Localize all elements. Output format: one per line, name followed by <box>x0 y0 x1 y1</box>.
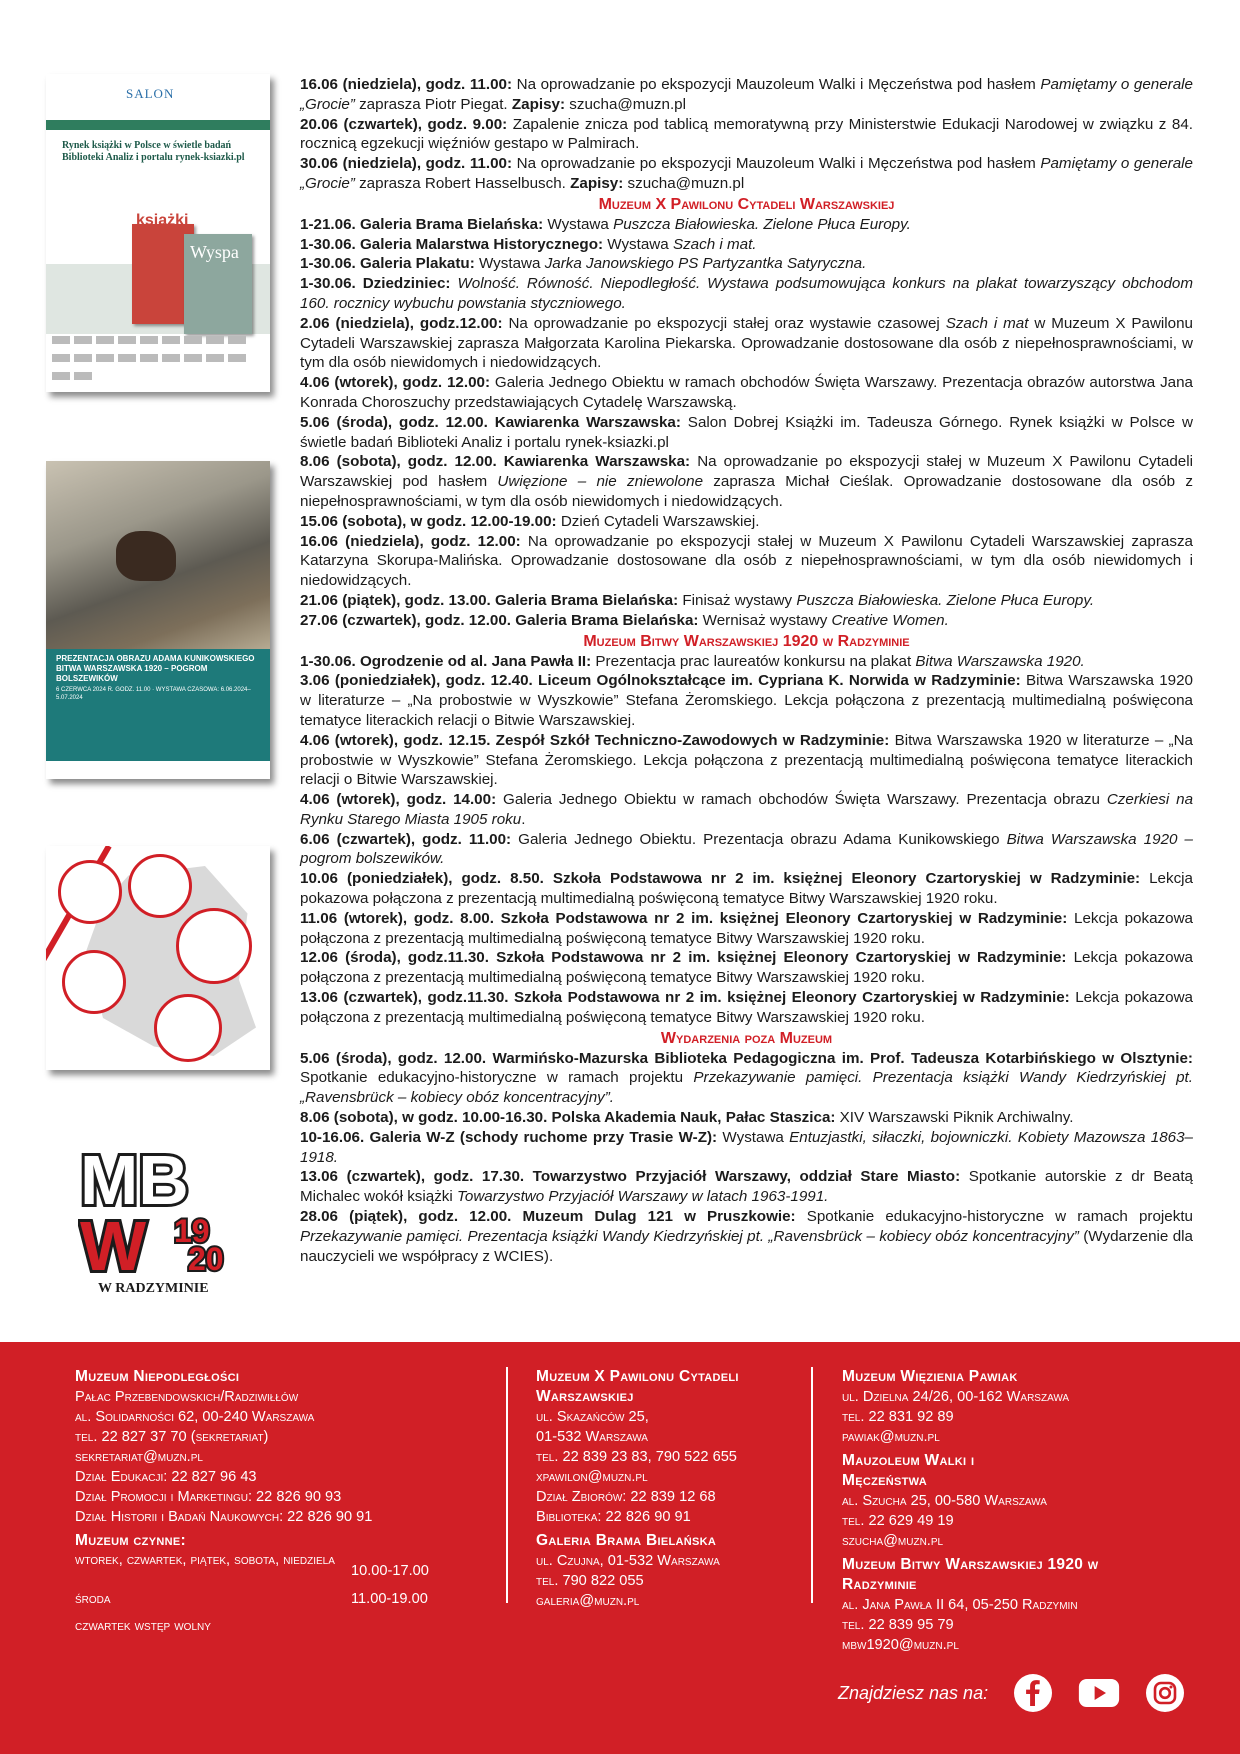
events-group-outside <box>300 1049 1193 1267</box>
event-text: Na oprowadzanie po ekspozycji Mauzoleum Walki i Męczeństwa pod hasłem <box>512 76 1041 93</box>
event-text: Na oprowadzanie po ekspozycji Mauzoleum Walki i Męczeństwa pod hasłem <box>512 155 1041 173</box>
footer-line: Dział Historii i Badań Naukowych: 22 826 90 91 <box>75 1509 373 1525</box>
event-text: Spotkanie edukacyjno-historyczne w ramach projektu <box>795 1208 1193 1226</box>
event-label: 4.06 (wtorek), godz. 12.15. Zespół Szkół Techniczno-Zawodowych w Radzyminie: <box>300 731 890 749</box>
salon-logo: SALON <box>126 86 175 101</box>
event-title: Bitwa Warszawska 1920 – pogrom bolszewików. <box>300 830 1193 868</box>
svg-text:W: W <box>80 1207 147 1285</box>
event-label: 30.06 (niedziela), godz. 11.00: <box>300 155 513 173</box>
poster-heading: PREZENTACJA OBRAZU ADAMA KUNIKOWSKIEGO BITWA WARSZAWSKA 1920 – POGROM BOLSZEWIKÓW <box>56 654 255 683</box>
events-group-top <box>300 75 1193 194</box>
section-heading-mbw: Muzeum Bitwy Warszawskiej 1920 w Radzyminie <box>583 632 910 650</box>
footer <box>0 1342 1240 1754</box>
event-label: 4.06 (wtorek), godz. 14.00: <box>300 791 497 809</box>
event-text: Spotkanie autorskie z dr Beatą Michalec wokół książki <box>300 1168 1193 1206</box>
footer-line: tel. 22 827 37 70 (sekretariat) <box>75 1429 269 1445</box>
event-title: Szach i mat <box>945 314 1029 332</box>
event-text: szucha@muzn.pl <box>565 95 686 113</box>
event-entry <box>300 1108 1193 1128</box>
poster-title: Rynek książki w Polsce w świetle badań Biblioteki Analiz i portalu rynek-ksiazki.pl <box>62 140 245 163</box>
event-label: 20.06 (czwartek), godz. 9.00: <box>300 115 508 133</box>
footer-line: al. Jana Pawła II 64, 05-250 Radzymin <box>842 1597 1078 1613</box>
event-label: 15.06 (sobota), w godz. 12.00-19.00: <box>300 512 557 530</box>
event-title: Czerkiesi na Rynku Starego Miasta 1905 roku <box>300 791 1194 828</box>
footer-column-pawiak <box>842 1367 1202 1655</box>
event-entry <box>300 373 1193 413</box>
event-text: Bitwa Warszawska 1920 w literaturze – „Na probostwie w Wyszkowie” Stefana Żeromskiego. Lekcja połączona z prezentacją multimedialną poświęcona tematyce literackich relacji o Bitwie Warszawskiej. <box>300 672 1193 729</box>
poster-details: 6 CZERWCA 2024 R. GODZ. 11.00 · WYSTAWA CZASOWA: 6.06.2024–5.07.2024 <box>56 687 251 701</box>
event-text: Spotkanie edukacyjno-historyczne w ramach projektu <box>300 1069 694 1087</box>
event-label: 8.06 (sobota), w godz. 10.00-16.30. Polska Akademia Nauk, Pałac Staszica: <box>300 1109 836 1127</box>
event-label: 3.06 (poniedziałek), godz. 12.40. Liceum Ogólnokształcące im. Cypriana K. Norwida w Radzyminie: <box>300 672 1021 690</box>
footer-title: Muzeum Niepodległości <box>75 1368 240 1385</box>
footer-line: ul. Dzielna 24/26, 00-162 Warszawa <box>842 1389 1070 1405</box>
poster-sponsor-bar <box>46 761 270 779</box>
event-entry <box>300 532 1193 591</box>
event-text: Wystawa <box>717 1128 790 1146</box>
event-entry <box>300 512 1193 532</box>
events-list <box>300 75 1193 1266</box>
free-entry-note: czwartek wstęp wolny <box>75 1618 211 1634</box>
event-title: Jarka Janowskiego PS Partyzantka Satyryczna. <box>544 255 867 273</box>
social-links <box>838 1672 1186 1714</box>
event-entry <box>300 948 1193 988</box>
footer-email[interactable]: pawiak@muzn.pl <box>842 1429 940 1445</box>
hours-title: Muzeum czynne: <box>75 1532 186 1549</box>
event-title: Przekazywanie pamięci. Prezentacja książki Wandy Kiedrzyńskiej pt. „Ravensbrück – kobiecy obóz koncentracyjny”. <box>300 1069 1193 1107</box>
event-text: Na oprowadzanie po ekspozycji stałej w Muzeum X Pawilonu Cytadeli Warszawskiej pod hasłem <box>300 453 1193 491</box>
event-entry <box>300 1049 1193 1108</box>
event-label: 11.06 (wtorek), godz. 8.00. Szkoła Podstawowa nr 2 im. księżnej Eleonory Czartoryskiej w Radzyminie: <box>300 909 1068 927</box>
event-text: Na oprowadzanie po ekspozycji stałej w Muzeum X Pawilonu Cytadeli Warszawskiej zaprasza Katarzyna Skorupa-Malińska. Oprowadzanie dostosowane dla osób z niepełnosprawnościami, w tym dla osób niewidomych i niedowidzących. <box>300 532 1193 590</box>
svg-text:19: 19 <box>174 1213 210 1249</box>
event-label: 1-30.06. Ogrodzenie od al. Jana Pawła II: <box>300 652 592 670</box>
footer-line: tel. 22 629 49 19 <box>842 1513 954 1529</box>
section-heading-outside: Wydarzenia poza Muzeum <box>660 1029 833 1047</box>
event-entry <box>300 274 1193 314</box>
event-text: Galeria Jednego Obiektu w ramach obchodów Święta Warszawy. Prezentacja obrazu <box>496 791 1107 809</box>
book-cover-1: książki <box>132 224 194 324</box>
event-entry <box>300 75 1193 115</box>
event-label: 28.06 (piątek), godz. 12.00. Muzeum Dulag 121 w Pruszkowie: <box>300 1208 796 1226</box>
event-entry <box>300 830 1193 870</box>
horse-figure <box>116 531 176 581</box>
event-entry <box>300 790 1193 830</box>
event-label: 1-30.06. Galeria Malarstwa Historycznego: <box>300 235 604 253</box>
event-text: Wystawa <box>474 255 545 273</box>
book-poster-thumbnail <box>46 74 270 392</box>
event-text: Zapalenie znicza pod tablicą memoratywną przy Ministerstwie Edukacji Narodowej w związku z 84. rocznicą egzekucji więźniów gestapo w Palmirach. <box>300 115 1193 153</box>
footer-email[interactable]: sekretariat@muzn.pl <box>75 1449 203 1465</box>
social-label: Znajdziesz nas na: <box>838 1682 989 1703</box>
event-text: Dzień Cytadeli Warszawskiej. <box>556 512 760 530</box>
event-label: 1-21.06. Galeria Brama Bielańska: <box>300 215 544 233</box>
event-entry <box>300 869 1193 909</box>
footer-email[interactable]: xpawilon@muzn.pl <box>536 1469 648 1485</box>
event-entry <box>300 235 1193 255</box>
event-text: . <box>521 810 526 828</box>
event-title: Puszcza Białowieska. Zielone Płuca Europy. <box>796 591 1095 609</box>
event-entry <box>300 215 1193 235</box>
footer-line: tel. 22 831 92 89 <box>842 1409 954 1425</box>
event-text: zaprasza Piotr Piegat. <box>354 95 512 113</box>
footer-divider <box>811 1367 813 1603</box>
event-text: Wystawa <box>603 235 673 253</box>
svg-text:MB: MB <box>80 1142 189 1219</box>
event-entry <box>300 1207 1193 1266</box>
footer-title: Muzeum Bitwy Warszawskiej 1920 w Radzyminie <box>842 1556 1099 1593</box>
footer-divider <box>506 1367 508 1603</box>
footer-line: Biblioteka: 22 826 90 91 <box>536 1509 691 1525</box>
instagram-icon[interactable] <box>1144 1672 1186 1714</box>
event-text: zaprasza Michał Cieślak. Oprowadzanie dostosowane dla osób z niepełnosprawnościami, w tym dla osób niewidomych i niedowidzących. <box>300 473 1194 510</box>
footer-line: al. Solidarności 62, 00-240 Warszawa <box>75 1409 315 1425</box>
event-text: Lekcja pokazowa połączona z prezentacją multimedialną poświęconą tematyce Bitwy Warszawskiej 1920 roku. <box>300 909 1193 947</box>
event-title: Bitwa Warszawska 1920. <box>915 652 1085 670</box>
footer-email[interactable]: szucha@muzn.pl <box>842 1533 944 1549</box>
event-label: Zapisy: <box>511 95 566 113</box>
footer-line: Pałac Przebendowskich/Radziwiłłów <box>75 1389 299 1405</box>
event-label: 16.06 (niedziela), godz. 12.00: <box>300 532 521 550</box>
footer-line: Dział Edukacji: 22 827 96 43 <box>75 1469 257 1485</box>
event-title: Uwięzione – nie zniewolone <box>497 473 704 491</box>
footer-title: Muzeum Więzienia Pawiak <box>842 1368 1018 1385</box>
event-label: 13.06 (czwartek), godz. 17.30. Towarzystwo Przyjaciół Warszawy, oddział Stare Miasto: <box>300 1168 961 1186</box>
event-text: Galeria Jednego Obiektu. Prezentacja obrazu Adama Kunikowskiego <box>511 830 1007 848</box>
event-label: 6.06 (czwartek), godz. 11.00: <box>300 830 512 848</box>
museum-marker-niepodleglosci <box>176 908 252 984</box>
event-label: 1-30.06. Dziedziniec: <box>300 275 451 293</box>
event-entry <box>300 591 1193 611</box>
youtube-icon[interactable] <box>1078 1672 1120 1714</box>
svg-text:W RADZYMINIE: W RADZYMINIE <box>98 1281 209 1296</box>
footer-title: Galeria Brama Bielańska <box>536 1532 717 1549</box>
event-title: Pamiętamy o generale „Grocie” <box>300 155 1193 192</box>
event-text: Prezentacja prac laureatów konkursu na plakat <box>591 652 916 670</box>
event-text: Wernisaż wystawy <box>698 611 832 629</box>
event-label: 1-30.06. Galeria Plakatu: <box>300 255 475 273</box>
footer-line: al. Szucha 25, 00-580 Warszawa <box>842 1493 1047 1509</box>
event-text: zaprasza Robert Hasselbusch. <box>354 174 571 192</box>
event-label: 10-16.06. Galeria W-Z (schody ruchome przy Trasie W-Z): <box>300 1128 718 1146</box>
museum-marker-mbw <box>128 854 192 918</box>
event-text: XIV Warszawski Piknik Archiwalny. <box>835 1109 1074 1127</box>
event-entry <box>300 652 1193 672</box>
footer-email[interactable]: mbw1920@muzn.pl <box>842 1637 959 1653</box>
event-entry <box>300 1128 1193 1168</box>
event-entry <box>300 611 1193 631</box>
footer-line: 01-532 Warszawa <box>536 1429 648 1445</box>
event-text: szucha@muzn.pl <box>623 174 745 192</box>
event-entry <box>300 314 1193 373</box>
event-entry <box>300 452 1193 511</box>
event-label: 16.06 (niedziela), godz. 11.00: <box>300 76 513 93</box>
event-entry <box>300 909 1193 949</box>
hours-row <box>75 1589 475 1609</box>
mbw-1920-logo <box>78 1142 243 1300</box>
event-title: Szach i mat. <box>672 235 757 253</box>
event-entry <box>300 413 1193 453</box>
footer-line: Dział Zbiorów: 22 839 12 68 <box>536 1489 716 1505</box>
event-text: Bitwa Warszawska 1920 w literaturze – „Na probostwie w Wyszkowie” Stefana Żeromskiego. Lekcja połączona z prezentacją multimedialną poświęcona tematyce literackich relacji o Bitwie Warszawskiej. <box>300 731 1193 789</box>
event-label: 5.06 (środa), godz. 12.00. Warmińsko-Mazurska Biblioteka Pedagogiczna im. Prof. Tadeusza Kotarbińskiego w Olsztynie: <box>300 1049 1193 1067</box>
museum-marker-pawiak <box>62 950 126 1014</box>
event-entry <box>300 731 1193 790</box>
event-text: Na oprowadzanie po ekspozycji stałej oraz wystawie czasowej <box>502 314 946 332</box>
event-title: Wolność. Równość. Niepodległość. Wystawa podsumowująca konkurs na plakat towarzyszący obchodom 160. rocznicy wybuchu powstania styczniowego. <box>300 275 1193 312</box>
poster-band <box>46 120 270 130</box>
event-title: Creative Women. <box>831 611 949 629</box>
footer-line: tel. 790 822 055 <box>536 1573 644 1589</box>
footer-title: Muzeum X Pawilonu Cytadeli Warszawskiej <box>536 1368 739 1405</box>
event-entry <box>300 988 1193 1028</box>
event-title: Puszcza Białowieska. Zielone Płuca Europy. <box>613 215 911 233</box>
events-group-mbw <box>300 652 1193 1028</box>
footer-email[interactable]: galeria@muzn.pl <box>536 1593 640 1609</box>
event-text: Finisaż wystawy <box>678 591 797 609</box>
footer-line: ul. Czujna, 01-532 Warszawa <box>536 1553 720 1569</box>
book-cover-2: Wyspa <box>184 234 252 334</box>
event-text: Lekcja pokazowa połączona z prezentacją multimedialną poświęconą tematyce Bitwy Warszawskiej 1920 roku. <box>300 949 1193 987</box>
section-heading-x-pawilon: Muzeum X Pawilonu Cytadeli Warszawskiej <box>598 195 895 213</box>
event-text: Lekcja pokazowa połączona z prezentacją multimedialną poświęconą tematyce Bitwy Warszawskiej 1920 roku. <box>300 989 1193 1026</box>
footer-line: tel. 22 839 23 83, 790 522 655 <box>536 1449 737 1465</box>
event-label: 13.06 (czwartek), godz.11.30. Szkoła Podstawowa nr 2 im. księżnej Eleonory Czartoryskiej w Radzyminie: <box>300 989 1070 1007</box>
event-text: (Wydarzenie dla nauczycieli we współpracy z WCIES). <box>300 1227 1193 1265</box>
event-title: Towarzystwo Przyjaciół Warszawy w latach 1963-1991. <box>457 1188 829 1206</box>
event-entry <box>300 1167 1193 1207</box>
footer-column-x-pawilon <box>536 1367 806 1611</box>
event-entry <box>300 115 1193 155</box>
footer-line: tel. 22 839 95 79 <box>842 1617 954 1633</box>
event-label: 8.06 (sobota), godz. 12.00. Kawiarenka Warszawska: <box>300 453 691 471</box>
event-label: Zapisy: <box>570 174 624 192</box>
event-text: Galeria Jednego Obiektu w ramach obchodów Święta Warszawy. Prezentacja obrazów autorstwa Jana Konrada Choroszuchy przedstawiających Cytadelę Warszawską. <box>300 374 1194 411</box>
museum-marker-mauzoleum <box>154 994 222 1062</box>
sponsor-logos <box>52 336 264 386</box>
event-text: Salon Dobrej Książki im. Tadeusza Górnego. Rynek książki w Polsce w świetle badań Biblioteki Analiz i portalu rynek-ksiazki.pl <box>300 413 1193 451</box>
hours-time: 11.00-19.00 <box>351 1591 428 1607</box>
event-text: Lekcja pokazowa połączona z prezentacją multimedialną poświęconą tematyce Bitwy Warszawskiej 1920 roku. <box>300 870 1193 908</box>
event-label: 10.06 (poniedziałek), godz. 8.50. Szkoła Podstawowa nr 2 im. księżnej Eleonory Czartoryskiej w Radzyminie: <box>300 870 1141 888</box>
event-title: Przekazywanie pamięci. Prezentacja książki Wandy Kiedrzyńskiej pt. „Ravensbrück – kobiecy obóz koncentracyjny” <box>300 1227 1079 1245</box>
event-text: w Muzeum X Pawilonu Cytadeli Warszawskiej zaprasza Małgorzata Karolina Piekarska. Oprowadzanie dostosowane dla osób z niepełnosprawnościami, w tym dla osób niewidomych i niedowidzących. <box>300 314 1193 372</box>
event-title: Entuzjastki, siłaczki, bojowniczki. Kobiety Mazowsza 1863–1918. <box>300 1128 1193 1166</box>
event-entry <box>300 154 1193 194</box>
event-label: 27.06 (czwartek), godz. 12.00. Galeria Brama Bielańska: <box>300 611 699 629</box>
hours-days: wtorek, czwartek, piątek, sobota, niedziela <box>75 1552 335 1568</box>
event-text: Wystawa <box>543 215 614 233</box>
event-label: 5.06 (środa), godz. 12.00. Kawiarenka Warszawska: <box>300 413 681 431</box>
hours-days: środa <box>75 1591 111 1607</box>
painting-poster-thumbnail <box>46 461 270 779</box>
event-label: 12.06 (środa), godz.11.30. Szkoła Podstawowa nr 2 im. księżnej Eleonory Czartoryskiej w Radzyminie: <box>300 949 1067 967</box>
hours-time: 10.00-17.00 <box>351 1563 429 1579</box>
facebook-icon[interactable] <box>1012 1672 1054 1714</box>
footer-line: Dział Promocji i Marketingu: 22 826 90 93 <box>75 1489 342 1505</box>
footer-line: ul. Skazańców 25, <box>536 1409 649 1425</box>
svg-text:20: 20 <box>188 1241 224 1277</box>
event-entry <box>300 671 1193 730</box>
footer-title: Mauzoleum Walki i Męczeństwa <box>842 1452 975 1489</box>
footer-column-niepodleglosci <box>75 1367 475 1636</box>
map-thumbnail <box>46 846 270 1070</box>
event-label: 21.06 (piątek), godz. 13.00. Galeria Brama Bielańska: <box>300 591 679 609</box>
event-entry <box>300 254 1193 274</box>
event-title: Pamiętamy o generale „Grocie” <box>300 76 1193 113</box>
event-label: 2.06 (niedziela), godz.12.00: <box>300 314 503 332</box>
events-group-x-pawilon <box>300 215 1193 631</box>
hours-row <box>75 1551 475 1581</box>
event-label: 4.06 (wtorek), godz. 12.00: <box>300 374 491 392</box>
museum-marker-x-pawilon <box>58 860 122 924</box>
